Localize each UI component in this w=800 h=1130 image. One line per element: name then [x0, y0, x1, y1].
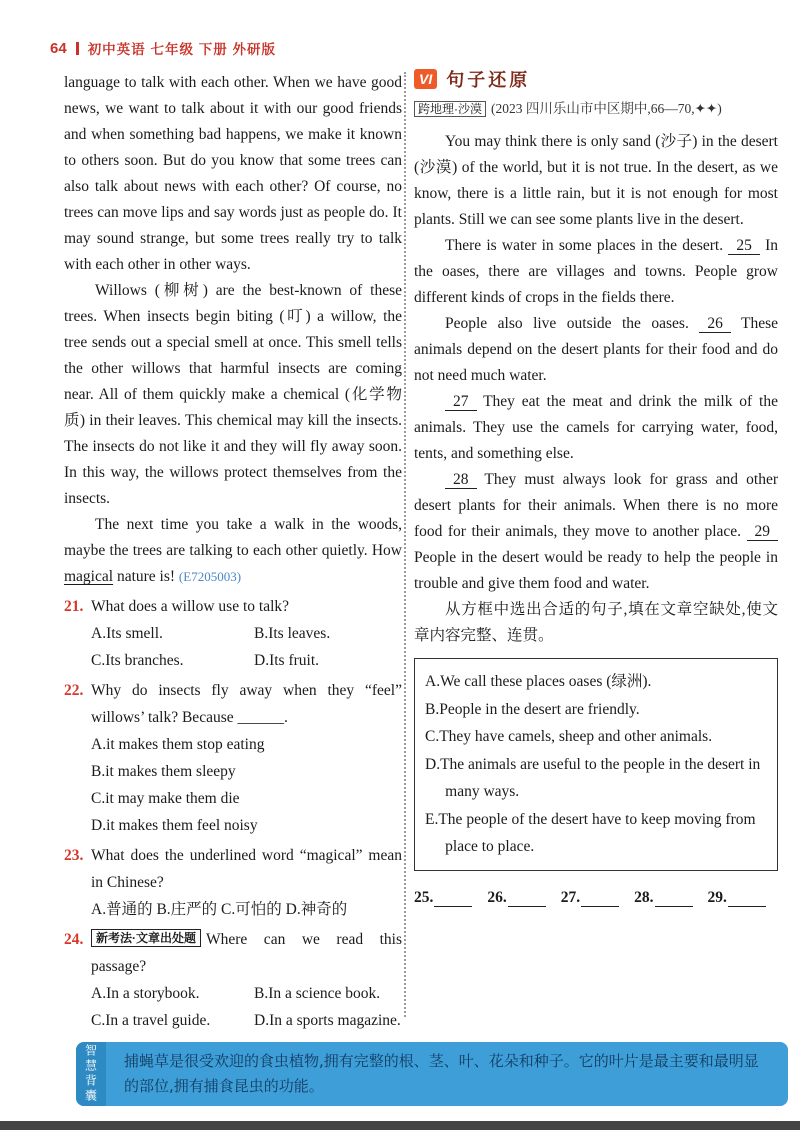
question-line: [64, 677, 402, 731]
answer-blank-28: [634, 889, 692, 907]
answer-number: 26.: [487, 888, 507, 906]
blank-28: 28: [445, 471, 477, 489]
column-divider: [404, 72, 406, 1017]
question-line: [64, 842, 402, 896]
question-22: [64, 677, 402, 839]
options-grid: [91, 620, 402, 674]
question-number: 21.: [64, 598, 84, 615]
blank-26: 26: [699, 315, 731, 333]
box-option-d: D.The animals are useful to the people in the desert in many ways.: [425, 755, 761, 800]
option-b: B.In a science book.: [254, 985, 381, 1002]
blank-25: 25: [728, 237, 760, 255]
desert-paragraph-4: [414, 389, 778, 467]
blank-29: 29: [747, 523, 779, 541]
exam-source-row: [414, 99, 778, 119]
answer-line: [508, 890, 546, 907]
paragraph-text: nature is!: [113, 568, 179, 585]
answer-blank-29: [708, 889, 766, 907]
left-column: [64, 70, 402, 1034]
option-c: C.In a travel guide.: [91, 1012, 211, 1029]
options-grid: [91, 980, 402, 1034]
option-c: C.Its branches.: [91, 652, 184, 669]
paragraph-text: There is water in some places in the desert.: [445, 237, 729, 254]
answer-line: [581, 890, 619, 907]
paragraph-text: People also live outside the oases.: [445, 315, 700, 332]
option-d: D.In a sports magazine.: [254, 1012, 401, 1029]
footer-tip-banner: [76, 1042, 788, 1106]
box-option-c: C.They have camels, sheep and other animals.: [425, 728, 713, 745]
passage-paragraph-1: language to talk with each other. When we have good news, we want to talk about it with our good friends and when something bad happens, we make it known to others soon. But do you know that some trees can also talk about news with each other? Of course, no trees can move lips and say words just as people do. It may sound strange, but some trees really try to talk with each other in other ways.: [64, 74, 402, 273]
footer-label-tab: [76, 1042, 106, 1106]
section-header: [414, 66, 778, 92]
answer-blank-26: [487, 889, 545, 907]
question-23: [64, 842, 402, 923]
answer-blank-25: [414, 889, 472, 907]
passage-paragraph-2: Willows (柳树) are the best-known of these trees. When insects begin biting (叮) a willow, the tree sends out a special smell at once. This smell tells the other willows that harmful insects are coming near. All of them quickly make a chemical (化学物质) in their leaves. This chemical may kill the insects. The insects do not like it and they will fly away soon. In this way, the willows protect themselves from the insects.: [64, 282, 402, 507]
paragraph-text: They must always look for grass and other desert plants for their animals. When there is no more food for their animals, they move to another place.: [414, 471, 778, 540]
option-a: A.Its smell.: [91, 625, 163, 642]
section-title: 句子还原: [446, 70, 531, 90]
question-number: 23.: [64, 847, 84, 864]
paragraph-text: These animals depend on the desert plants for their food and do not need much water.: [414, 315, 778, 384]
footer-label-text: 智慧背囊: [83, 1044, 98, 1104]
difficulty-icon: ✦✦: [694, 101, 718, 116]
answer-number: 27.: [560, 888, 581, 906]
exam-source-close: ): [717, 101, 722, 116]
footer-tip-text: 捕蝇草是很受欢迎的食虫植物,拥有完整的根、茎、叶、花朵和种子。它的叶片是最主要和最明显的部位,拥有捕食昆虫的功能。: [124, 1052, 759, 1095]
answer-line: [728, 890, 766, 907]
answer-line: [434, 890, 472, 907]
answer-blank-row: [414, 889, 778, 907]
paragraph-text: People in the desert would be ready to help the people in trouble and give them food and water.: [414, 549, 778, 592]
box-option-e: E.The people of the desert have to keep moving from place to place.: [425, 810, 756, 855]
question-text: What does a willow use to talk?: [91, 598, 290, 615]
question-number: 22.: [64, 682, 84, 699]
page-header: [50, 38, 276, 58]
instruction-text: 从方框中选出合适的句子,填在文章空缺处,使文章内容完整、连贯。: [414, 601, 778, 644]
option-d: D.it makes them feel noisy: [91, 817, 258, 834]
option-b: B.it makes them sleepy: [91, 763, 236, 780]
question-line: [64, 593, 402, 620]
answer-number: 29.: [707, 888, 727, 906]
right-column: [414, 66, 778, 907]
paragraph-text: The next time you take a walk in the woods, maybe the trees are talking to each other quietly. How: [64, 516, 402, 559]
paragraph-text: They eat the meat and drink the milk of the animals. They use the camels for carrying water, food, tents, and something else.: [414, 393, 778, 462]
desert-paragraph-5: [414, 467, 778, 597]
desert-paragraph-3: [414, 311, 778, 389]
option-b: B.Its leaves.: [254, 625, 331, 642]
question-bank-code: (E7205003): [178, 569, 242, 584]
blank-27: 27: [445, 393, 477, 411]
answer-number: 25.: [414, 888, 434, 906]
sentence-options-box: [414, 658, 778, 871]
question-text: Why do insects fly away when they “feel” willows’ talk? Because ______.: [91, 682, 402, 726]
page-number: 64: [50, 39, 67, 57]
answer-blank-27: [561, 889, 619, 907]
options-list: [91, 731, 402, 839]
options-list: [91, 896, 402, 923]
question-line: [64, 926, 402, 980]
desert-paragraph-1: You may think there is only sand (沙子) in the desert (沙漠) of the world, but it is not true. In the desert, as we know, there is a little rain, but it is not enough for most plants. Still we can see some plants live in the desert.: [414, 133, 778, 228]
passage-paragraph-3: [64, 512, 402, 590]
book-title: 初中英语 七年级 下册 外研版: [87, 42, 276, 57]
option-a: A.it makes them stop eating: [91, 736, 265, 753]
question-number: 24.: [64, 931, 84, 948]
desert-paragraph-2: [414, 233, 778, 311]
section-number-badge: VI: [414, 69, 437, 89]
header-divider-bar: [76, 42, 79, 55]
options-inline: A.普通的 B.庄严的 C.可怕的 D.神奇的: [91, 901, 348, 918]
exam-source-text: (2023 四川乐山市中区期中,66—70,: [491, 101, 695, 116]
question-24: [64, 926, 402, 1034]
underlined-word: magical: [64, 568, 114, 585]
question-text: Where can we read this passage?: [91, 931, 402, 975]
paragraph-text: In the oases, there are villages and towns. People grow different kinds of crops in the fields there.: [414, 237, 778, 306]
box-option-a: A.We call these places oases (绿洲).: [425, 673, 652, 690]
question-text: What does the underlined word “magical” mean in Chinese?: [91, 847, 402, 891]
answer-line: [655, 890, 693, 907]
box-option-b: B.People in the desert are friendly.: [425, 700, 640, 718]
scan-edge: [0, 1121, 800, 1130]
new-question-type-badge: 新考法·文章出处题: [91, 929, 201, 947]
answer-number: 28.: [634, 888, 654, 906]
option-c: C.it may make them die: [91, 790, 240, 807]
option-d: D.Its fruit.: [254, 652, 320, 669]
option-a: A.In a storybook.: [91, 985, 200, 1002]
question-21: [64, 593, 402, 674]
cross-subject-tag: 跨地理·沙漠: [414, 101, 486, 117]
